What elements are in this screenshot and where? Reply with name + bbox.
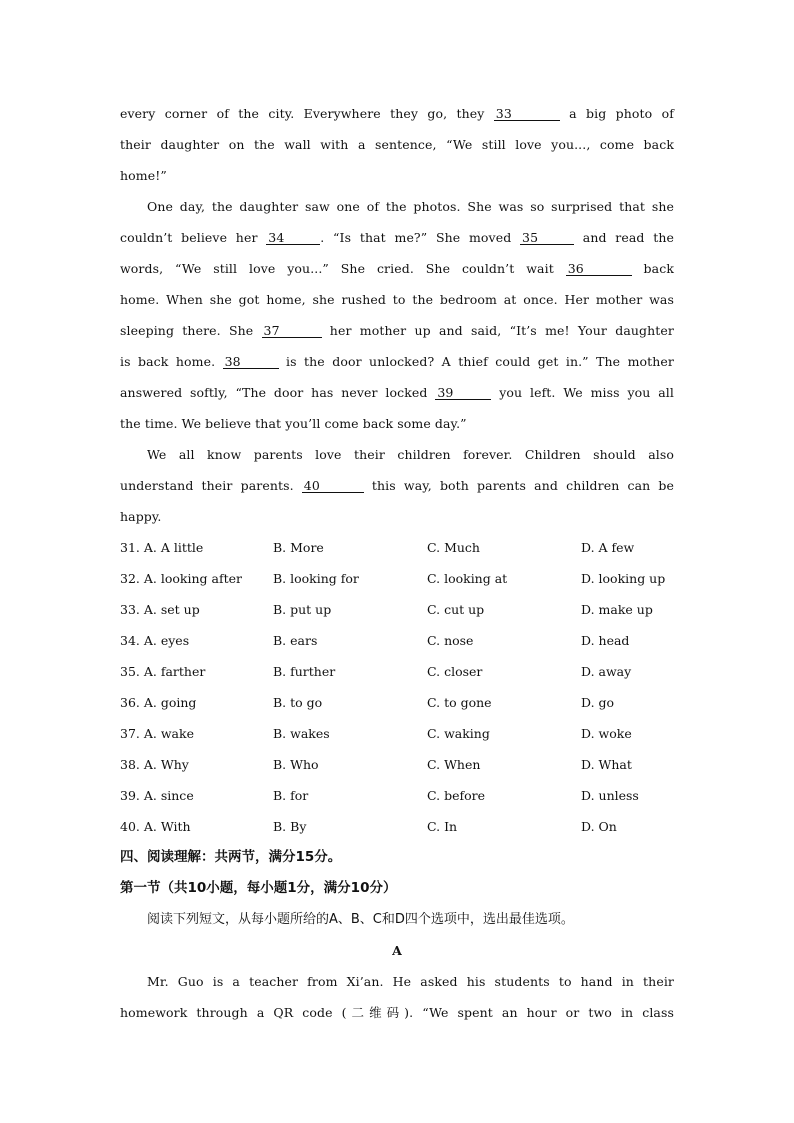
instruction-text: 阅读下列短文，从每小题所给的A、B、C和D四个选项中，选出最佳选项。	[147, 912, 574, 927]
blank-33: 33	[494, 107, 560, 121]
cloze-passage	[120, 98, 674, 532]
passage-line: One day, the daughter saw one of the photos. She was so surprised that she	[147, 199, 674, 214]
blank-36: 36	[566, 262, 632, 276]
question-row: 38. A. Why B. Who C. When D. What	[120, 757, 632, 772]
question-row: 34. A. eyes B. ears C. nose D. head	[120, 633, 630, 648]
passage-line: understand their parents. 40 this way, both parents and children can be	[120, 478, 674, 493]
blank-37: 37	[262, 324, 322, 338]
question-row: 32. A. looking after B. looking for C. looking at D. looking up	[120, 571, 666, 586]
part-heading: 第一节（共10小题，每小题1分，满分10分）	[120, 880, 397, 896]
passage-line: homework through a QR code (二维码). “We spent an hour or two in class	[120, 1005, 674, 1020]
passage-label: A	[392, 943, 402, 958]
blank-34: 34	[266, 231, 320, 245]
question-row: 40. A. With B. By C. In D. On	[120, 819, 617, 834]
passage-line: the time. We believe that you’ll come back some day.”	[120, 416, 467, 431]
section-heading: 四、阅读理解：共两节，满分15分。	[120, 849, 342, 865]
passage-line: answered softly, “The door has never locked 39 you left. We miss you all	[120, 385, 674, 400]
blank-39: 39	[435, 386, 491, 400]
passage-line: We all know parents love their children forever. Children should also	[147, 447, 674, 462]
blank-40: 40	[302, 479, 364, 493]
question-row: 36. A. going B. to go C. to gone D. go	[120, 695, 615, 710]
blank-38: 38	[223, 355, 279, 369]
options-list	[120, 532, 674, 842]
passage-line: their daughter on the wall with a sentence, “We still love you..., come back	[120, 137, 674, 152]
passage-line: home!”	[120, 168, 167, 183]
blank-35: 35	[520, 231, 574, 245]
passage-line: is back home. 38 is the door unlocked? A thief could get in.” The mother	[120, 354, 675, 369]
passage-line: couldn’t believe her 34 . “Is that me?” She moved 35 and read the	[120, 230, 675, 245]
passage-line: every corner of the city. Everywhere they go, they 33 a big photo of	[120, 106, 674, 121]
question-row: 31. A. A little B. More C. Much D. A few	[120, 540, 635, 555]
passage-line: happy.	[120, 509, 162, 524]
passage-line: words, “We still love you...” She cried. She couldn’t wait 36 back	[120, 261, 674, 276]
question-row: 35. A. farther B. further C. closer D. away	[120, 664, 632, 679]
question-row: 39. A. since B. for C. before D. unless	[120, 788, 639, 803]
exam-page	[120, 98, 674, 1028]
question-row: 37. A. wake B. wakes C. waking D. woke	[120, 726, 632, 741]
passage-line: sleeping there. She 37 her mother up and said, “It’s me! Your daughter	[120, 323, 675, 338]
passage-line: home. When she got home, she rushed to the bedroom at once. Her mother was	[120, 292, 674, 307]
question-row: 33. A. set up B. put up C. cut up D. make up	[120, 602, 653, 617]
passage-line: Mr. Guo is a teacher from Xi’an. He asked his students to hand in their	[147, 974, 674, 989]
